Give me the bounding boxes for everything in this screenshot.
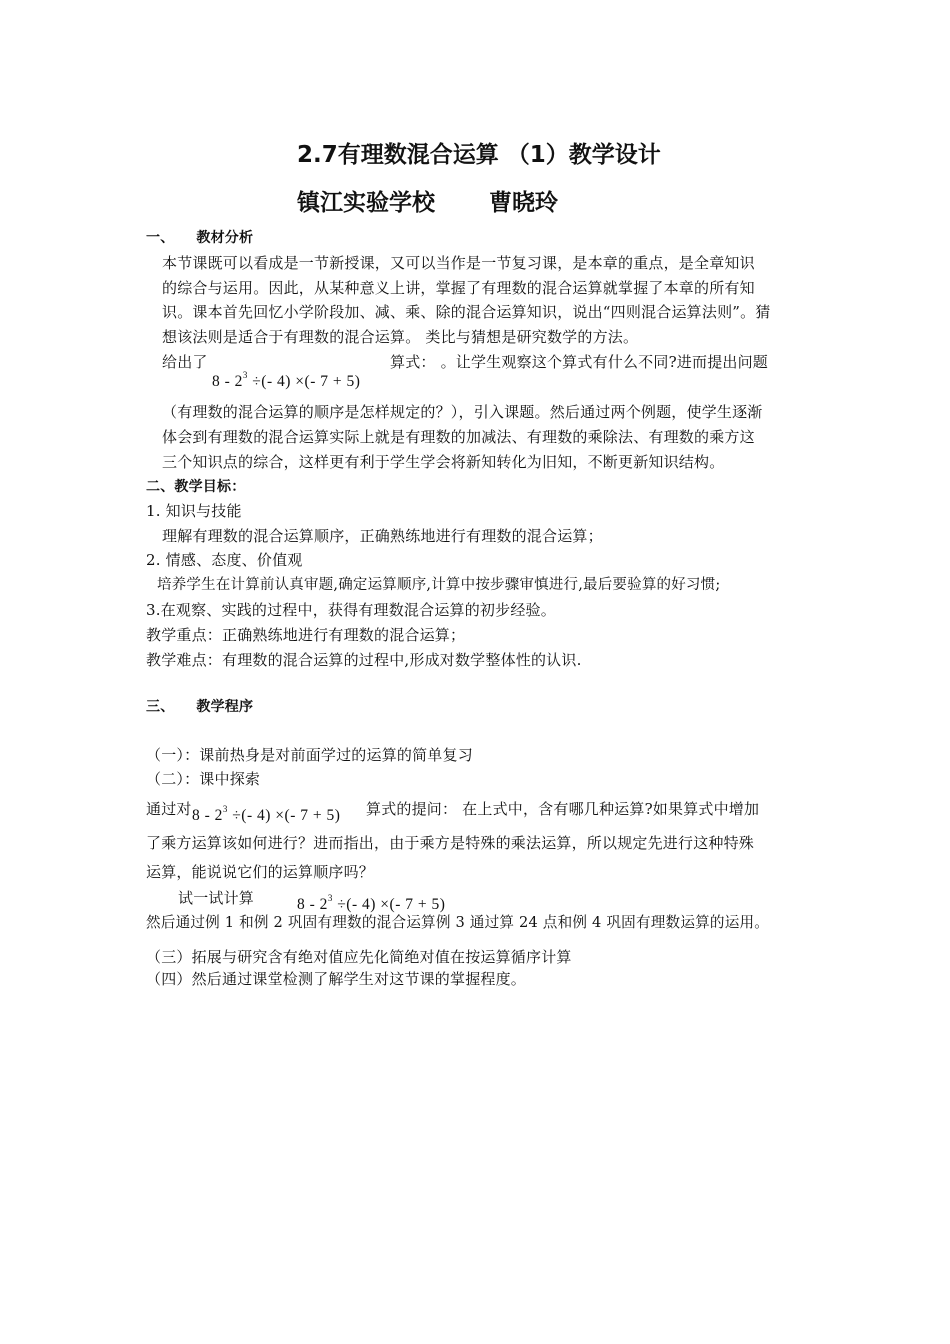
paragraph-pre: 通过对: [146, 800, 192, 818]
section2-heading: 二、教学目标：: [146, 479, 246, 495]
author-name: 曹晓玲: [489, 190, 558, 216]
author-school: 镇江实验学校: [297, 190, 435, 216]
goal3-text: 3.在观察、实践的过程中，获得有理数混合运算的初步经验。: [146, 601, 556, 619]
math-expr-exponent: 3: [327, 893, 333, 903]
goal2-title: 2. 情感、态度、价值观: [146, 551, 303, 569]
examples-line: 然后通过例 1 和例 2 巩固有理数的混合运算例 3 通过算 24 点和例 4 巩固有理数运算的运用。: [146, 914, 770, 931]
section1-tail-3: 三个知识点的综合，这样更有利于学生学会将新知转化为旧知，不断更新知识结构。: [162, 453, 725, 471]
step1: （一）：课前热身是对前面学过的运算的简单复习: [146, 746, 473, 764]
math-expr-base: 8 - 2: [192, 807, 223, 824]
math-expr-exponent: 3: [242, 370, 248, 380]
math-expr-rest: ÷(- 4) ×(- 7 + 5): [332, 896, 446, 913]
section1-heading: [146, 228, 253, 248]
math-expr-exponent: 3: [222, 804, 228, 814]
section1-number: 一、: [146, 230, 175, 246]
section1-title: 教材分析: [196, 230, 254, 246]
math-expr-base: 8 - 2: [297, 896, 328, 913]
section1-line-1: 本节课既可以看成是一节新授课，又可以当作是一节复习课，是本章的重点，是全章知识: [162, 254, 755, 272]
math-expr-base: 8 - 2: [212, 373, 243, 390]
section1-line-2: 的综合与运用。因此，从某种意义上讲，掌握了有理数的混合运算就掌握了本章的所有知: [162, 279, 755, 297]
paragraph-line-3: 运算，能说说它们的运算顺序吗？: [146, 863, 375, 881]
step4: （四）然后通过课堂检测了解学生对这节课的掌握程度。: [146, 970, 527, 988]
section1-line-3: 识。课本首先回忆小学阶段加、减、乘、除的混合运算知识，说出“四则混合运算法则”。猜: [162, 303, 771, 321]
section3-title: 教学程序: [196, 699, 254, 715]
math-expr-rest: ÷(- 4) ×(- 7 + 5): [227, 807, 341, 824]
paragraph-post: 算式的提问： 在上式中，含有哪几种运算?如果算式中增加: [366, 800, 760, 818]
goal1-title: 1. 知识与技能: [146, 502, 242, 520]
section3-number: 三、: [146, 699, 175, 715]
goal1-text: 理解有理数的混合运算顺序，正确熟练地进行有理数的混合运算；: [162, 527, 603, 545]
section1-line-4: 想该法则是适合于有理数的混合运算。 类比与猜想是研究数学的方法。: [162, 328, 639, 346]
section3-heading: [146, 697, 253, 717]
paragraph-line-2: 了乘方运算该如何进行？进而指出，由于乘方是特殊的乘法运算，所以规定先进行这种特殊: [146, 834, 755, 852]
section1-tail-1: （有理数的混合运算的顺序是怎样规定的？），引入课题。然后通过两个例题，使学生逐渐: [162, 403, 763, 421]
math-expression-1: [212, 365, 360, 392]
try-label: 试一试计算: [178, 889, 255, 907]
given-pre: 给出了: [162, 353, 208, 371]
given-post: 算式： 。让学生观察这个算式有什么不同?进而提出问题: [390, 353, 769, 371]
difficult-point: 教学难点：有理数的混合运算的过程中,形成对数学整体性的认识.: [146, 651, 582, 669]
key-point: 教学重点：正确熟练地进行有理数的混合运算；: [146, 626, 466, 644]
step2: （二）：课中探索: [146, 770, 261, 788]
document-title: 2.7有理数混合运算 （1）教学设计: [297, 142, 661, 168]
section1-tail-2: 体会到有理数的混合运算实际上就是有理数的加减法、有理数的乘除法、有理数的乘方这: [162, 428, 755, 446]
step3: （三）拓展与研究含有绝对值应先化简绝对值在按运算循序计算: [146, 948, 572, 966]
math-expression-3: [297, 888, 445, 915]
math-expression-2: [192, 799, 340, 826]
goal2-text: 培养学生在计算前认真审题,确定运算顺序,计算中按步骤审慎进行,最后要验算的好习惯;: [157, 577, 721, 593]
math-expr-rest: ÷(- 4) ×(- 7 + 5): [247, 373, 361, 390]
